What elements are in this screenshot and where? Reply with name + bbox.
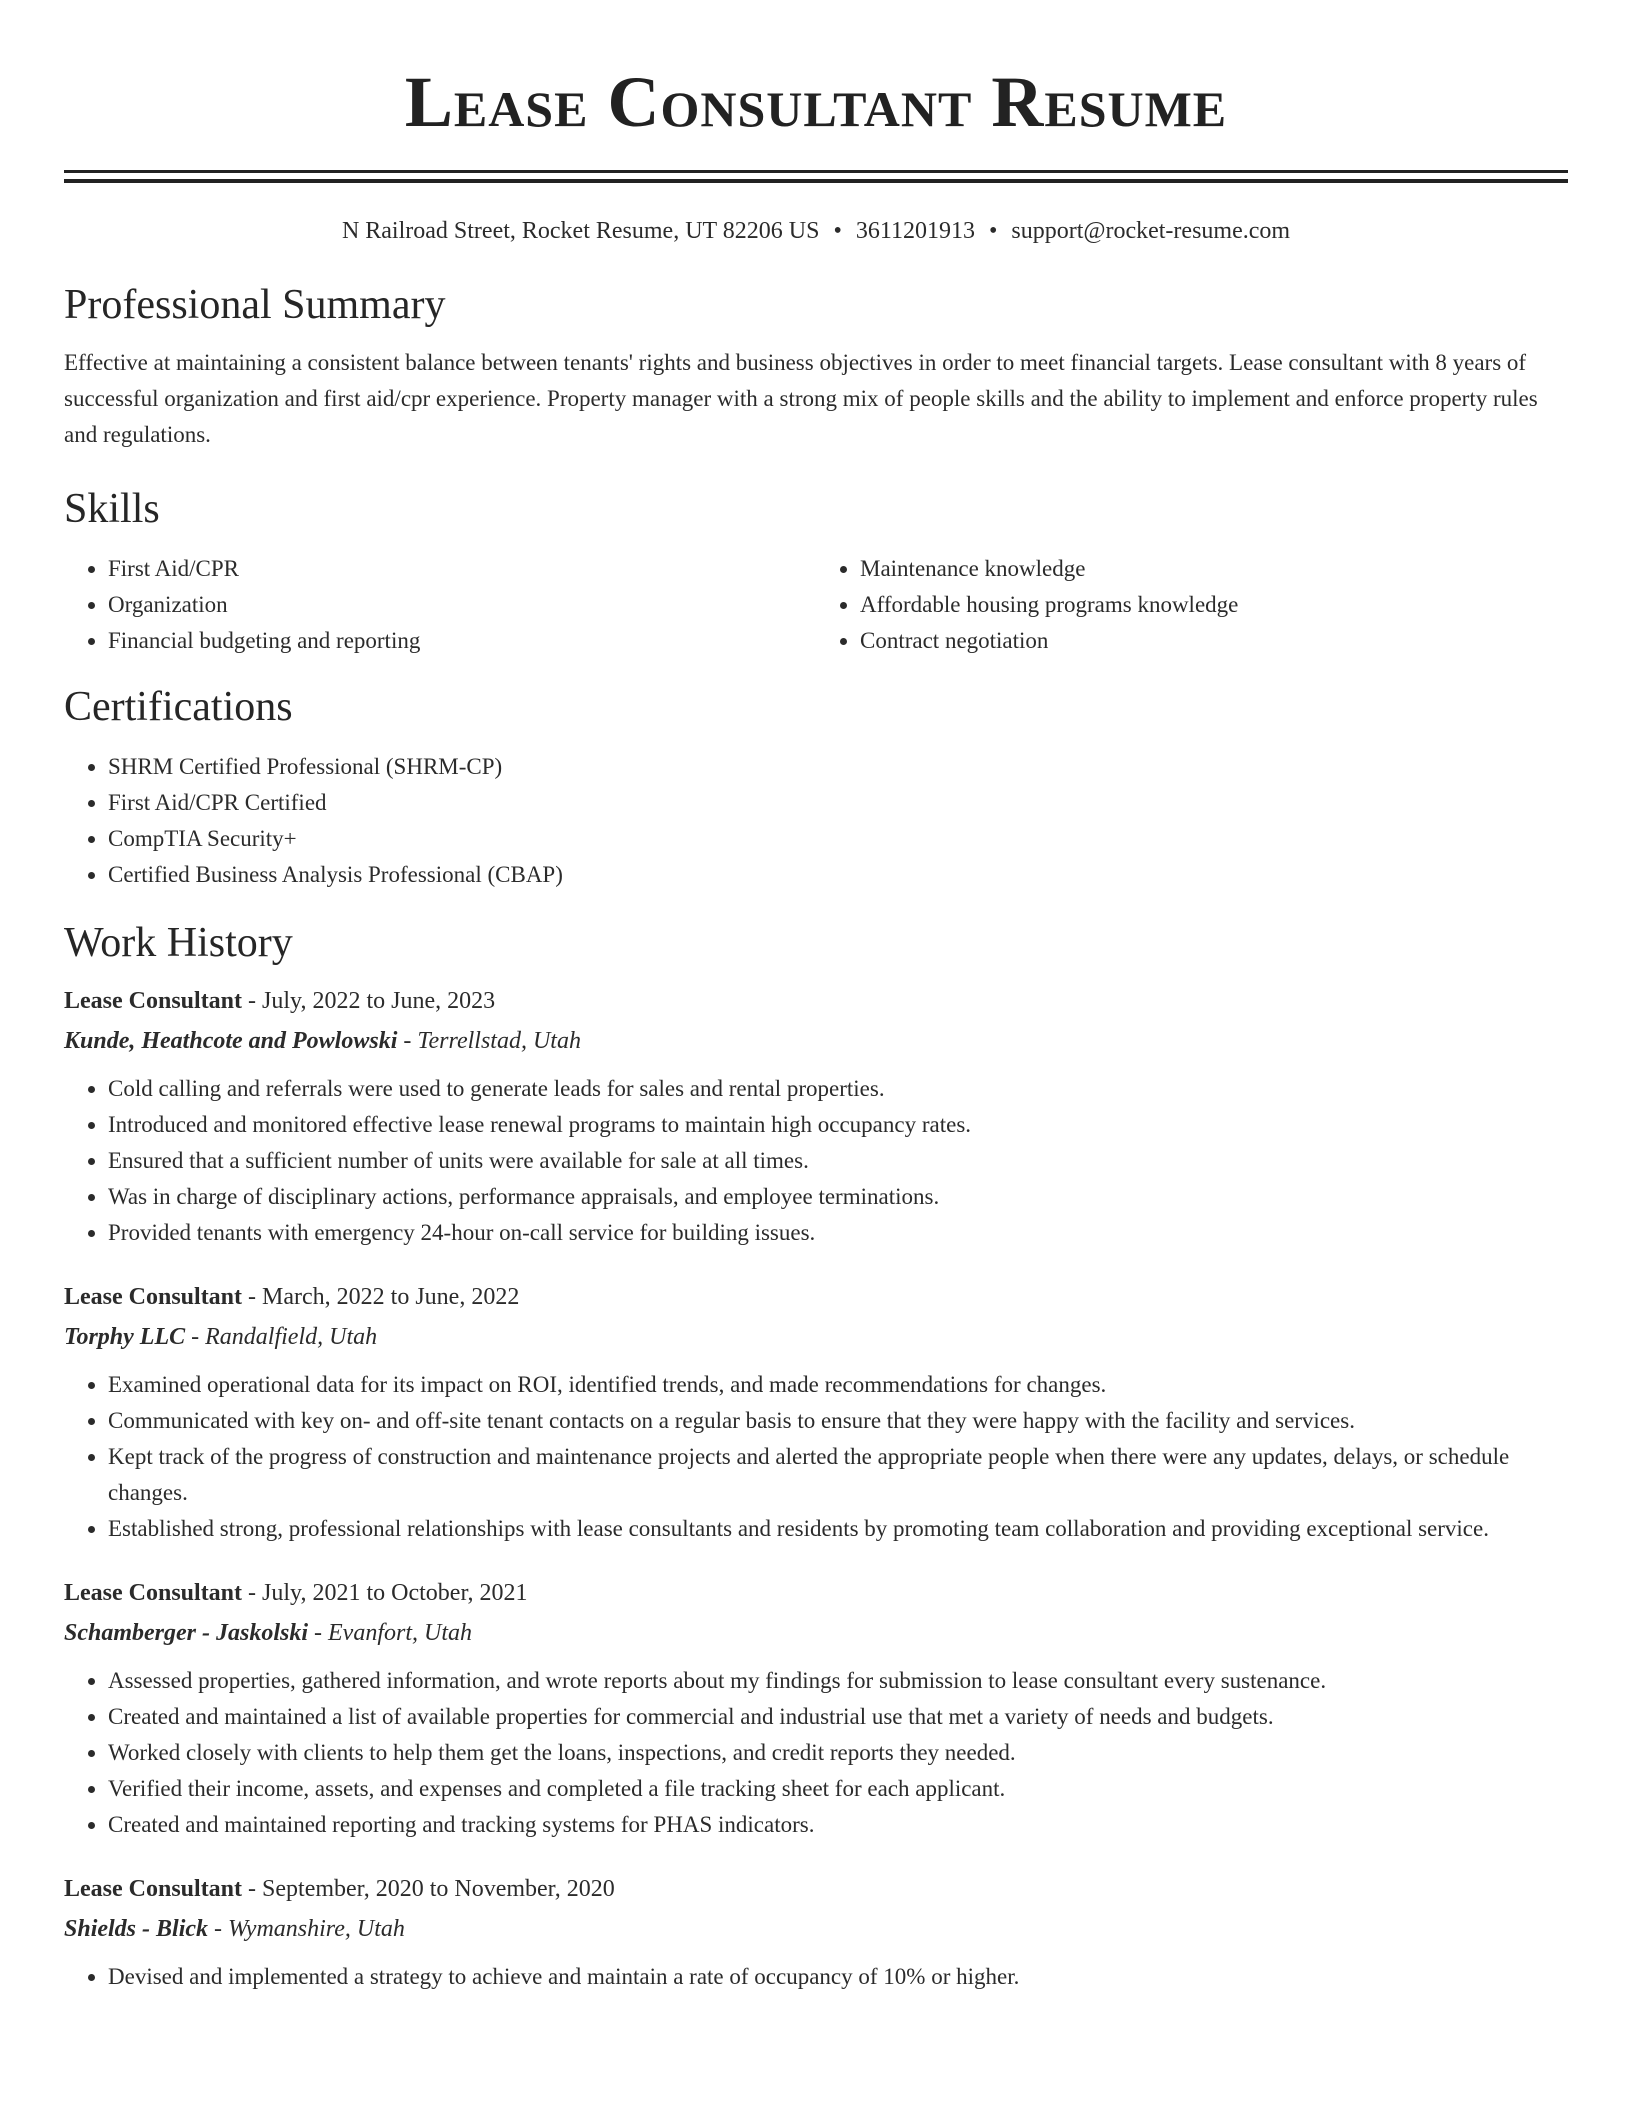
contact-separator: • [833, 218, 842, 244]
work-history-heading: Work History [64, 920, 293, 966]
skill-item: • Organization [108, 587, 816, 623]
skills-list-left [64, 551, 816, 659]
title-rule-bottom [64, 179, 1568, 183]
certification-item: • SHRM Certified Professional (SHRM-CP) [108, 749, 1568, 785]
job-company-line: Torphy LLC - Randalfield, Utah [64, 1324, 378, 1350]
job-company: Shields - Blick [64, 1916, 209, 1942]
certifications-section [64, 681, 1568, 893]
job-role: Lease Consultant [64, 1580, 243, 1606]
job-bullets [64, 1959, 1568, 1995]
job-bullet: • Worked closely with clients to help them get the loans, inspections, and credit reports they needed. [108, 1735, 1568, 1771]
skill-item: • Financial budgeting and reporting [108, 623, 816, 659]
job-bullet: • Cold calling and referrals were used to generate leads for sales and rental properties. [108, 1071, 1568, 1107]
job-bullet: • Communicated with key on- and off-site tenant contacts on a regular basis to ensure that they were happy with the facility and services. [108, 1403, 1568, 1439]
skills-heading: Skills [64, 486, 160, 532]
job-location: Terrellstad, Utah [417, 1028, 581, 1054]
job-entry [64, 1573, 1568, 1843]
job-company-line: Shields - Blick - Wymanshire, Utah [64, 1916, 405, 1942]
certification-item: • First Aid/CPR Certified [108, 785, 1568, 821]
skill-item: • Affordable housing programs knowledge [860, 587, 1568, 623]
job-bullet: • Created and maintained reporting and tracking systems for PHAS indicators. [108, 1807, 1568, 1843]
job-location: Evanfort, Utah [328, 1620, 473, 1646]
contact-line [64, 215, 1568, 247]
job-company: Kunde, Heathcote and Powlowski [64, 1028, 398, 1054]
job-bullet: • Verified their income, assets, and expenses and completed a file tracking sheet for each applicant. [108, 1771, 1568, 1807]
skill-item: • First Aid/CPR [108, 551, 816, 587]
job-role: Lease Consultant [64, 1284, 243, 1310]
job-entry [64, 981, 1568, 1251]
job-location: Wymanshire, Utah [228, 1916, 405, 1942]
job-location: Randalfield, Utah [205, 1324, 378, 1350]
certifications-list [64, 749, 1568, 893]
summary-section [64, 279, 1568, 453]
job-bullet: • Introduced and monitored effective lease renewal programs to maintain high occupancy rates. [108, 1107, 1568, 1143]
skills-grid [64, 551, 1568, 659]
job-bullets [64, 1663, 1568, 1843]
job-entry [64, 1277, 1568, 1547]
job-bullet: • Assessed properties, gathered information, and wrote reports about my findings for submission to lease consultant every sustenance. [108, 1663, 1568, 1699]
job-dates: July, 2021 to October, 2021 [262, 1580, 528, 1606]
title-rule-top [64, 170, 1568, 173]
job-bullet: • Kept track of the progress of construction and maintenance projects and alerted the appropriate people when there were any updates, delays, or schedule changes. [108, 1439, 1568, 1511]
job-title-line: Lease Consultant - July, 2021 to October, 2021 [64, 1580, 528, 1606]
job-bullet: • Created and maintained a list of available properties for commercial and industrial use that met a variety of needs and budgets. [108, 1699, 1568, 1735]
summary-heading: Professional Summary [64, 282, 446, 328]
skills-list-right [816, 551, 1568, 659]
job-dates: March, 2022 to June, 2022 [262, 1284, 520, 1310]
job-dates: July, 2022 to June, 2023 [262, 988, 496, 1014]
job-title-line: Lease Consultant - July, 2022 to June, 2023 [64, 988, 496, 1014]
certification-item: • Certified Business Analysis Professional (CBAP) [108, 857, 1568, 893]
resume-title: Lease Consultant Resume [404, 62, 1228, 142]
job-bullets [64, 1367, 1568, 1547]
job-bullet: • Devised and implemented a strategy to achieve and maintain a rate of occupancy of 10% or higher. [108, 1959, 1568, 1995]
work-history-section [64, 917, 1568, 1995]
job-bullet: • Ensured that a sufficient number of units were available for sale at all times. [108, 1143, 1568, 1179]
job-company: Torphy LLC [64, 1324, 186, 1350]
contact-separator: • [988, 218, 998, 244]
job-title-line: Lease Consultant - March, 2022 to June, 2022 [64, 1284, 520, 1310]
job-company: Schamberger - Jaskolski [64, 1620, 309, 1646]
certification-item: • CompTIA Security+ [108, 821, 1568, 857]
certifications-heading: Certifications [64, 684, 293, 730]
job-company-line: Kunde, Heathcote and Powlowski - Terrellstad, Utah [64, 1028, 581, 1054]
job-entry [64, 1869, 1568, 1995]
job-company-line: Schamberger - Jaskolski - Evanfort, Utah [64, 1620, 473, 1646]
contact-phone: 3611201913 [855, 218, 975, 244]
contact-email: support@rocket-resume.com [1011, 218, 1291, 244]
skill-item: • Contract negotiation [860, 623, 1568, 659]
skills-section [64, 483, 1568, 659]
job-dates: September, 2020 to November, 2020 [262, 1876, 615, 1902]
job-title-line: Lease Consultant - September, 2020 to November, 2020 [64, 1876, 615, 1902]
job-bullets [64, 1071, 1568, 1251]
contact-address: N Railroad Street, Rocket Resume, UT 82206 US [341, 218, 820, 244]
job-role: Lease Consultant [64, 988, 243, 1014]
summary-text: Effective at maintaining a consistent balance between tenants' rights and business objectives in order to meet financial targets. Lease consultant with 8 years of successful organization and first aid/cpr experience. Property manager with a strong mix of people skills and the ability to implement and enforce property rules and regulations. [64, 350, 1538, 447]
job-bullet: • Was in charge of disciplinary actions, performance appraisals, and employee terminations. [108, 1179, 1568, 1215]
job-role: Lease Consultant [64, 1876, 243, 1902]
job-bullet: • Provided tenants with emergency 24-hour on-call service for building issues. [108, 1215, 1568, 1251]
skill-item: • Maintenance knowledge [860, 551, 1568, 587]
job-bullet: • Examined operational data for its impact on ROI, identified trends, and made recommendations for changes. [108, 1367, 1568, 1403]
job-bullet: • Established strong, professional relationships with lease consultants and residents by promoting team collaboration and providing exceptional service. [108, 1511, 1568, 1547]
